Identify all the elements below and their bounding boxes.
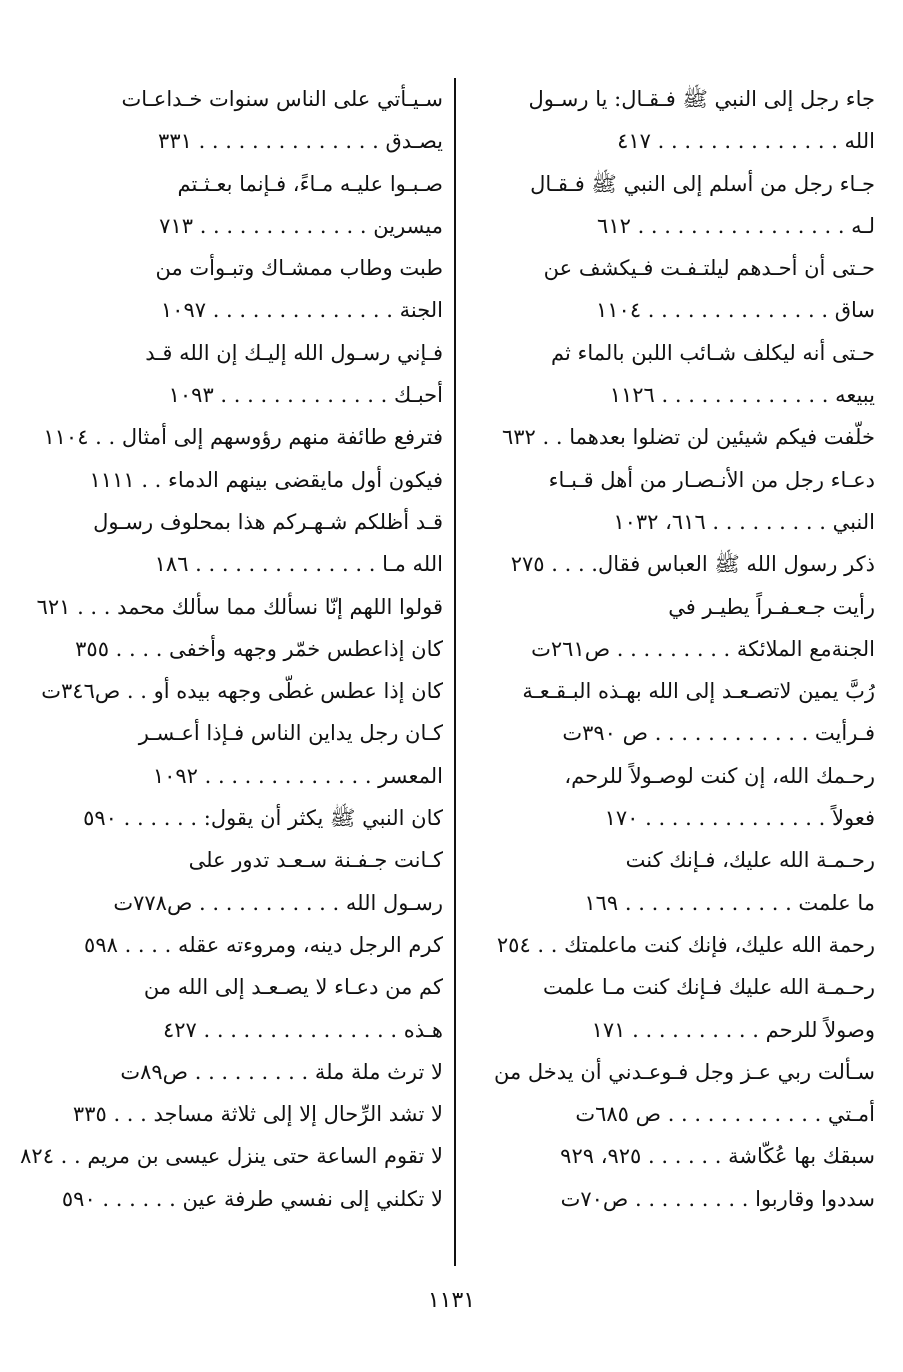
column-divider [454,78,456,1266]
index-entry-line: يصـدق . . . . . . . . . . . . . . ٣٣١ [158,129,443,154]
index-entry-line: رُبَّ يمين لاتصـعـد إلى الله بهـذه البـقـعـة [522,679,875,704]
index-entry-line: رحـمـة الله عليك، فـإنك كنت [625,848,875,873]
index-entry-line: أمـتي . . . . . . . . . . . . ص ٦٨٥ت [575,1102,875,1127]
index-entry-line: حـتى أنه ليكلف شـائب اللبن بالماء ثم [551,340,875,365]
index-entry-line: سـيـأتي على الناس سنوات خـداعـات [121,87,443,111]
index-entry-line: حـتى أن أحـدهم ليلتـفـت فـيكشف عن [543,256,875,281]
index-entry-line: ذكر رسول الله ﷺ العباس فقال. . . . ٢٧٥ [510,552,875,577]
index-entry-line: الله مـا . . . . . . . . . . . . . . ١٨٦ [154,552,443,577]
index-entry-line: جاء رجل إلى النبي ﷺ فـقـال: يا رسـول [528,87,875,111]
index-entry-line: أحبـك . . . . . . . . . . . . . ١٠٩٣ [168,383,443,408]
index-entry-line: جـاء رجل من أسلم إلى النبي ﷺ فـقـال [530,171,875,196]
index-entry-line: لـه . . . . . . . . . . . . . . . . ٦١٢ [597,213,875,238]
index-entry-line: كان إذا عطس غطّى وجهه بيده أو . . ص٣٤٦ت [41,679,443,704]
index-entry-line: رحـمك الله، إن كنت لوصـولاً للرحم، [564,763,875,788]
index-entry-line: سـألت ربي عـز وجل فـوعـدني أن يدخل من [493,1059,875,1084]
index-entry-line: وصولاً للرحم . . . . . . . . . . ١٧١ [591,1017,875,1042]
index-entry-line: قولوا اللهم إنّا نسألك مما سألك محمد . . . ٦٢١ [36,594,443,619]
index-column-left [20,78,443,1220]
index-entry-line: كـانت جـفـنة سـعـد تدور على [188,848,443,873]
index-entry-line: ميسرين . . . . . . . . . . . . . ٧١٣ [159,213,443,238]
index-entry-line: النبي . . . . . . . . . ٦١٦، ١٠٣٢ [613,509,875,534]
index-entry-line: رحمة الله عليك، فإنك كنت ماعلمتك . . ٢٥٤ [496,932,875,957]
index-entry-line: رأيت جـعـفـراً يطيـر في [668,594,875,619]
index-entry-line: يبيعه . . . . . . . . . . . . . ١١٢٦ [609,383,875,408]
index-entry-line: سددوا وقاربوا . . . . . . . . . ص٧٠ت [560,1186,875,1211]
index-entry-line: كرم الرجل دينه، ومروءته عقله . . . . ٥٩٨ [84,932,443,957]
index-entry-line: صـبـوا عليـه مـاءً، فـإنما بعـثـتم [177,171,443,196]
index-entry-line: الجنة . . . . . . . . . . . . . . ١٠٩٧ [160,298,443,323]
index-entry-line: هـذه . . . . . . . . . . . . . . . ٤٢٧ [162,1017,443,1042]
index-entry-line: فعولاً . . . . . . . . . . . . . . ١٧٠ [604,806,875,831]
index-entry-line: الجنةمع الملائكة . . . . . . . . . ص٢٦١ت [531,636,875,661]
index-entry-line: فترفع طائفة منهم رؤوسهم إلى أمثال . . ١١٠٤ [43,425,443,450]
index-entry-line: لا ترث ملة ملة . . . . . . . . . ص٨٩ت [120,1059,443,1084]
index-entry-line: رحـمـة الله عليك فـإنك كنت مـا علمت [543,975,875,1000]
index-entry-line: قـد أظلكم شـهـركم هذا بمحلوف رسـول [93,509,443,534]
index-entry-line: خلّفت فيكم شيئين لن تضلوا بعدهما . . ٦٣٢ [501,425,875,450]
index-entry-line: لا تكلني إلى نفسي طرفة عين . . . . . . ٥٩٠ [61,1186,443,1211]
index-entry-line: كـان رجل يداين الناس فـإذا أعـسـر [138,721,443,746]
index-entry-line: المعسر . . . . . . . . . . . . . ١٠٩٢ [152,763,443,788]
index-entry-line: كم من دعـاء لا يصـعـد إلى الله من [143,975,443,1000]
index-entry-line: كان النبي ﷺ يكثر أن يقول: . . . . . . ٥٩٠ [83,806,443,831]
index-entry-line: رسـول الله . . . . . . . . . . . ص٧٧٨ت [113,890,443,915]
index-entry-line: دعـاء رجل من الأنـصـار من أهل قـبـاء [548,467,875,492]
index-entry-line: سبقك بها عُكّاشة . . . . . . ٩٢٥، ٩٢٩ [560,1144,875,1169]
index-entry-line: طبت وطاب ممشـاك وتبـوأت من [155,256,443,281]
index-entry-line: لا تشد الرِّحال إلا إلى ثلاثة مساجد . . . ٣٣٥ [72,1102,443,1127]
index-entry-line: فيكون أول مايقضى بينهم الدماء . . ١١١١ [89,467,443,492]
index-entry-line: ساق . . . . . . . . . . . . . . ١١٠٤ [596,298,875,323]
index-entry-line: الله . . . . . . . . . . . . . . ٤١٧ [617,129,875,154]
index-entry-line: فـرأيت . . . . . . . . . . . . ص ٣٩٠ت [562,721,875,746]
index-entry-line: فـإني رسـول الله إليـك إن الله قـد [145,340,443,365]
index-entry-line: كان إذاعطس خمّر وجهه وأخفى . . . . ٣٥٥ [75,636,443,661]
index-column-right [470,78,875,1220]
index-entry-line: لا تقوم الساعة حتى ينزل عيسى بن مريم . . ٨٢٤ [20,1144,443,1169]
index-entry-line: ما علمت . . . . . . . . . . . . . ١٦٩ [584,890,875,915]
page-number: ١١٣١ [427,1288,476,1313]
